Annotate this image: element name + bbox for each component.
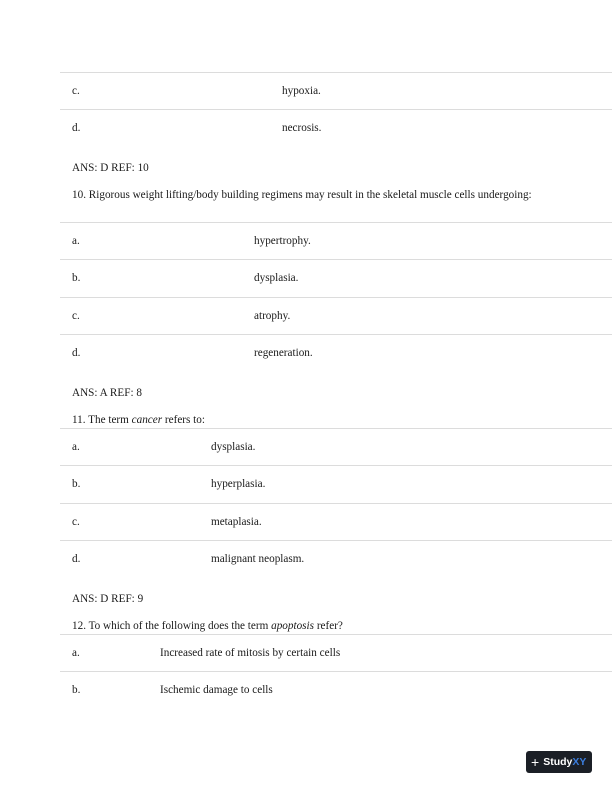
option-letter: b. <box>72 684 81 696</box>
divider <box>60 334 612 335</box>
divider <box>60 465 612 466</box>
option-letter: d. <box>72 347 81 359</box>
option-text: hypertrophy. <box>254 235 311 247</box>
option-letter: b. <box>72 272 81 284</box>
answer-reference: ANS: D REF: 9 <box>72 593 144 605</box>
plus-icon: + <box>531 754 540 770</box>
divider <box>60 428 612 429</box>
option-letter: a. <box>72 441 80 453</box>
divider <box>60 222 612 223</box>
option-letter: c. <box>72 310 80 322</box>
option-text: Increased rate of mitosis by certain cells <box>160 647 341 659</box>
option-letter: c. <box>72 516 80 528</box>
option-letter: a. <box>72 647 80 659</box>
divider <box>60 109 612 110</box>
question-stem: 10. Rigorous weight lifting/body building regimens may result in the skeletal muscle cells undergoing: <box>72 189 532 201</box>
divider <box>60 503 612 504</box>
stem-suffix: refers to: <box>162 414 205 426</box>
stem-prefix: 11. The term <box>72 414 132 426</box>
brand-prefix: Study <box>543 756 573 768</box>
stem-prefix: 12. To which of the following does the term <box>72 620 272 632</box>
option-letter: d. <box>72 122 81 134</box>
option-text: dysplasia. <box>211 441 256 453</box>
divider <box>60 634 612 635</box>
option-text: necrosis. <box>282 122 322 134</box>
option-text: atrophy. <box>254 310 291 322</box>
divider <box>60 259 612 260</box>
option-text: metaplasia. <box>211 516 262 528</box>
stem-suffix: refer? <box>314 620 343 632</box>
answer-reference: ANS: A REF: 8 <box>72 387 142 399</box>
option-letter: b. <box>72 478 81 490</box>
option-text: Ischemic damage to cells <box>160 684 273 696</box>
question-stem <box>72 618 542 635</box>
option-letter: c. <box>72 85 80 97</box>
divider <box>60 72 612 73</box>
option-text: hyperplasia. <box>211 478 266 490</box>
divider <box>60 671 612 672</box>
answer-reference: ANS: D REF: 10 <box>72 162 149 174</box>
stem-term: cancer <box>131 414 163 426</box>
option-text: hypoxia. <box>282 85 321 97</box>
question-stem <box>72 412 542 429</box>
brand-suffix: XY <box>572 756 587 768</box>
option-letter: a. <box>72 235 80 247</box>
option-text: malignant neoplasm. <box>211 553 305 565</box>
divider <box>60 297 612 298</box>
option-letter: d. <box>72 553 81 565</box>
divider <box>60 540 612 541</box>
option-text: regeneration. <box>254 347 313 359</box>
studyxy-watermark <box>526 751 592 773</box>
stem-term: apoptosis <box>271 620 315 632</box>
option-text: dysplasia. <box>254 272 299 284</box>
